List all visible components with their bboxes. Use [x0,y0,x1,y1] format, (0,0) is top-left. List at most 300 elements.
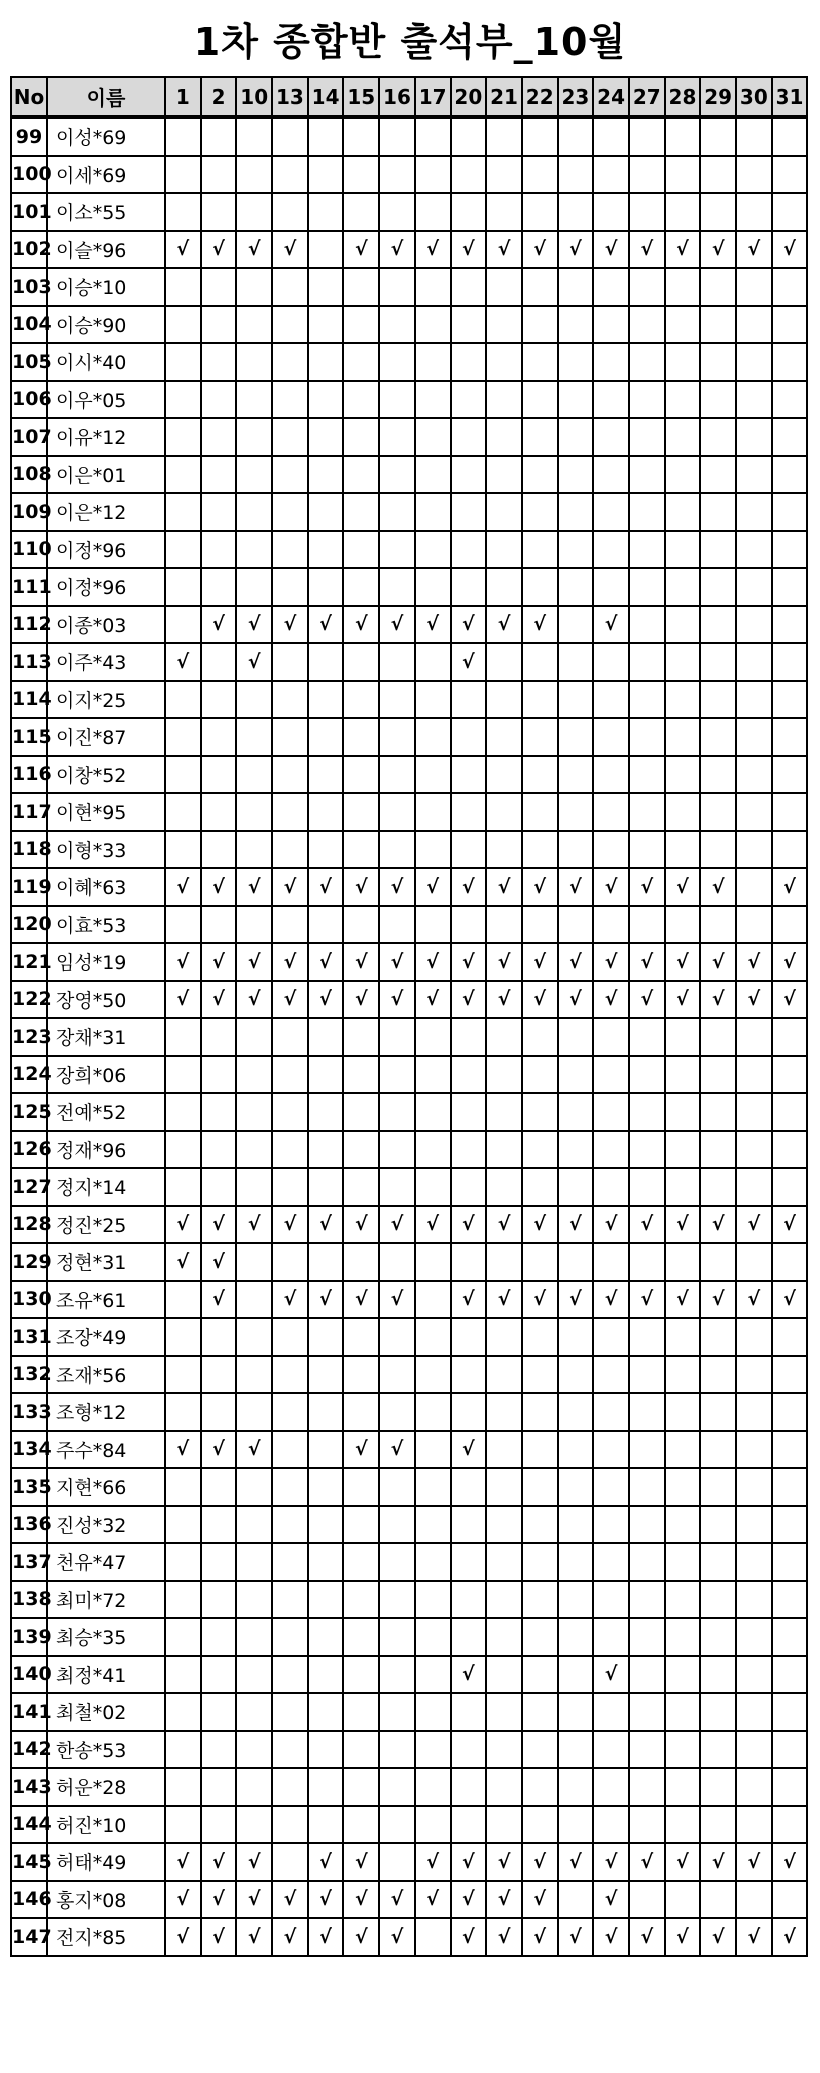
attendance-check-mark: √ [700,1843,736,1881]
attendance-cell-empty [415,1468,451,1506]
attendance-cell-empty [593,1768,629,1806]
table-row [11,868,807,906]
attendance-cell-empty [772,343,808,381]
row-number: 120 [11,906,47,944]
attendance-check-mark: √ [772,981,808,1019]
table-row [11,1506,807,1544]
attendance-cell-empty [593,531,629,569]
attendance-cell-empty [700,1168,736,1206]
attendance-cell-empty [415,1093,451,1131]
row-number: 110 [11,531,47,569]
attendance-cell-empty [165,1581,201,1619]
attendance-cell-empty [593,1506,629,1544]
attendance-cell-empty [201,1543,237,1581]
attendance-cell-empty [165,156,201,194]
attendance-cell-empty [379,831,415,869]
attendance-cell-empty [486,1581,522,1619]
attendance-cell-empty [415,381,451,419]
header-day: 28 [665,77,701,117]
table-row [11,231,807,269]
attendance-cell-empty [308,1318,344,1356]
attendance-check-mark: √ [379,1918,415,1956]
attendance-cell-empty [451,1506,487,1544]
attendance-cell-empty [665,117,701,156]
student-name: 이혜*63 [47,868,165,906]
attendance-cell-empty [308,1168,344,1206]
attendance-cell-empty [665,193,701,231]
attendance-cell-empty [415,1506,451,1544]
attendance-cell-empty [379,381,415,419]
attendance-cell-empty [343,1243,379,1281]
attendance-cell-empty [486,681,522,719]
attendance-cell-empty [201,1581,237,1619]
row-number: 143 [11,1768,47,1806]
attendance-cell-empty [593,193,629,231]
table-row [11,418,807,456]
attendance-cell-empty [522,756,558,794]
attendance-cell-empty [165,906,201,944]
attendance-cell-empty [379,1768,415,1806]
attendance-cell-empty [343,156,379,194]
attendance-cell-empty [236,1056,272,1094]
attendance-cell-empty [451,1581,487,1619]
attendance-cell-empty [629,793,665,831]
attendance-cell-empty [665,1131,701,1169]
attendance-cell-empty [272,1806,308,1844]
attendance-cell-empty [415,343,451,381]
attendance-cell-empty [201,193,237,231]
table-row [11,1693,807,1731]
attendance-cell-empty [272,381,308,419]
attendance-cell-empty [558,1393,594,1431]
attendance-cell-empty [629,1618,665,1656]
attendance-cell-empty [236,1468,272,1506]
attendance-check-mark: √ [379,1881,415,1919]
attendance-check-mark: √ [415,1206,451,1244]
attendance-cell-empty [486,381,522,419]
attendance-cell-empty [665,718,701,756]
attendance-check-mark: √ [558,868,594,906]
attendance-cell-empty [236,1168,272,1206]
table-row [11,1318,807,1356]
attendance-cell-empty [272,1468,308,1506]
attendance-cell-empty [486,718,522,756]
attendance-cell-empty [415,568,451,606]
attendance-cell-empty [700,643,736,681]
attendance-check-mark: √ [772,1281,808,1319]
attendance-cell-empty [343,1656,379,1694]
attendance-cell-empty [522,1618,558,1656]
attendance-cell-empty [236,1693,272,1731]
attendance-cell-empty [343,456,379,494]
attendance-cell-empty [451,906,487,944]
attendance-cell-empty [272,1506,308,1544]
attendance-check-mark: √ [165,981,201,1019]
row-number: 145 [11,1843,47,1881]
attendance-check-mark: √ [272,231,308,269]
attendance-cell-empty [665,1581,701,1619]
attendance-cell-empty [201,1806,237,1844]
attendance-cell-empty [415,1618,451,1656]
attendance-cell-empty [308,418,344,456]
attendance-check-mark: √ [486,943,522,981]
attendance-check-mark: √ [522,1918,558,1956]
attendance-cell-empty [593,1356,629,1394]
attendance-cell-empty [415,1243,451,1281]
attendance-check-mark: √ [772,868,808,906]
attendance-check-mark: √ [236,1843,272,1881]
attendance-cell-empty [165,1168,201,1206]
attendance-cell-empty [272,793,308,831]
attendance-cell-empty [272,831,308,869]
attendance-cell-empty [343,1731,379,1769]
attendance-cell-empty [415,306,451,344]
student-name: 이현*95 [47,793,165,831]
attendance-cell-empty [201,1056,237,1094]
table-row [11,531,807,569]
attendance-cell-empty [415,117,451,156]
attendance-cell-empty [165,343,201,381]
attendance-cell-empty [343,493,379,531]
attendance-check-mark: √ [236,231,272,269]
header-day: 31 [772,77,808,117]
attendance-cell-empty [736,1768,772,1806]
attendance-cell-empty [308,156,344,194]
attendance-cell-empty [451,1731,487,1769]
attendance-cell-empty [772,643,808,681]
attendance-cell-empty [308,456,344,494]
attendance-check-mark: √ [593,231,629,269]
attendance-cell-empty [736,906,772,944]
attendance-check-mark: √ [308,1206,344,1244]
table-row [11,1018,807,1056]
table-row [11,1768,807,1806]
attendance-cell-empty [522,1731,558,1769]
attendance-cell-empty [629,493,665,531]
attendance-check-mark: √ [700,981,736,1019]
attendance-cell-empty [558,568,594,606]
attendance-cell-empty [343,418,379,456]
attendance-cell-empty [665,1243,701,1281]
row-number: 128 [11,1206,47,1244]
attendance-cell-empty [379,1356,415,1394]
attendance-cell-empty [665,681,701,719]
attendance-cell-empty [201,1093,237,1131]
row-number: 108 [11,456,47,494]
attendance-check-mark: √ [593,943,629,981]
attendance-cell-empty [486,1731,522,1769]
attendance-check-mark: √ [736,943,772,981]
attendance-cell-empty [736,268,772,306]
student-name: 천유*47 [47,1543,165,1581]
attendance-check-mark: √ [665,943,701,981]
row-number: 137 [11,1543,47,1581]
attendance-cell-empty [379,531,415,569]
attendance-cell-empty [736,1731,772,1769]
attendance-cell-empty [593,1806,629,1844]
attendance-cell-empty [558,493,594,531]
attendance-cell-empty [236,1581,272,1619]
attendance-cell-empty [558,1056,594,1094]
attendance-cell-empty [665,1431,701,1469]
attendance-cell-empty [308,756,344,794]
attendance-cell-empty [236,1543,272,1581]
attendance-cell-empty [343,831,379,869]
attendance-cell-empty [700,493,736,531]
attendance-cell-empty [201,1018,237,1056]
table-row [11,906,807,944]
attendance-cell-empty [451,1806,487,1844]
attendance-cell-empty [558,1543,594,1581]
attendance-cell-empty [736,418,772,456]
table-row [11,756,807,794]
attendance-cell-empty [343,718,379,756]
attendance-cell-empty [415,831,451,869]
attendance-cell-empty [593,831,629,869]
attendance-cell-empty [522,1806,558,1844]
attendance-check-mark: √ [522,1281,558,1319]
attendance-cell-empty [593,1468,629,1506]
attendance-cell-empty [629,1318,665,1356]
attendance-cell-empty [308,193,344,231]
attendance-cell-empty [165,1506,201,1544]
attendance-cell-empty [486,343,522,381]
attendance-cell-empty [665,643,701,681]
attendance-cell-empty [451,1393,487,1431]
attendance-cell-empty [415,793,451,831]
attendance-cell-empty [486,193,522,231]
attendance-cell-empty [165,756,201,794]
attendance-cell-empty [343,1318,379,1356]
attendance-cell-empty [522,718,558,756]
attendance-cell-empty [165,1806,201,1844]
row-number: 134 [11,1431,47,1469]
attendance-cell-empty [665,756,701,794]
attendance-cell-empty [272,1693,308,1731]
attendance-cell-empty [451,493,487,531]
attendance-cell-empty [379,1018,415,1056]
attendance-check-mark: √ [165,1881,201,1919]
attendance-cell-empty [272,1431,308,1469]
attendance-cell-empty [236,1618,272,1656]
attendance-cell-empty [308,1468,344,1506]
attendance-cell-empty [308,1356,344,1394]
attendance-cell-empty [451,756,487,794]
row-number: 118 [11,831,47,869]
attendance-cell-empty [272,306,308,344]
attendance-cell-empty [665,793,701,831]
student-name: 조장*49 [47,1318,165,1356]
attendance-cell-empty [272,193,308,231]
header-day: 24 [593,77,629,117]
row-number: 122 [11,981,47,1019]
attendance-cell-empty [201,1618,237,1656]
table-row [11,1393,807,1431]
row-number: 100 [11,156,47,194]
attendance-check-mark: √ [236,1206,272,1244]
attendance-cell-empty [415,156,451,194]
attendance-cell-empty [665,1056,701,1094]
attendance-check-mark: √ [558,1918,594,1956]
attendance-cell-empty [379,1131,415,1169]
attendance-cell-empty [451,418,487,456]
row-number: 130 [11,1281,47,1319]
attendance-cell-empty [308,1543,344,1581]
attendance-cell-empty [558,1468,594,1506]
attendance-cell-empty [379,1843,415,1881]
attendance-cell-empty [379,1731,415,1769]
student-name: 허운*28 [47,1768,165,1806]
attendance-cell-empty [700,1243,736,1281]
attendance-cell-empty [379,156,415,194]
attendance-cell-empty [379,456,415,494]
attendance-cell-empty [379,1168,415,1206]
attendance-check-mark: √ [201,1843,237,1881]
attendance-cell-empty [308,1768,344,1806]
attendance-cell-empty [736,193,772,231]
attendance-cell-empty [700,906,736,944]
header-day: 15 [343,77,379,117]
attendance-check-mark: √ [486,231,522,269]
attendance-cell-empty [736,381,772,419]
attendance-cell-empty [165,1468,201,1506]
attendance-check-mark: √ [593,1881,629,1919]
attendance-cell-empty [522,1018,558,1056]
attendance-check-mark: √ [593,1843,629,1881]
attendance-cell-empty [772,568,808,606]
student-name: 허태*49 [47,1843,165,1881]
attendance-check-mark: √ [772,1206,808,1244]
attendance-check-mark: √ [272,1206,308,1244]
attendance-cell-empty [665,1393,701,1431]
attendance-cell-empty [700,306,736,344]
attendance-cell-empty [736,343,772,381]
attendance-cell-empty [308,1243,344,1281]
attendance-cell-empty [522,643,558,681]
attendance-check-mark: √ [272,1918,308,1956]
attendance-check-mark: √ [451,643,487,681]
table-row [11,1281,807,1319]
attendance-cell-empty [665,343,701,381]
attendance-cell-empty [665,268,701,306]
student-name: 조재*56 [47,1356,165,1394]
attendance-cell-empty [236,343,272,381]
attendance-cell-empty [415,1281,451,1319]
attendance-check-mark: √ [343,1281,379,1319]
attendance-cell-empty [308,1093,344,1131]
attendance-check-mark: √ [629,1281,665,1319]
attendance-cell-empty [736,831,772,869]
attendance-check-mark: √ [201,868,237,906]
attendance-cell-empty [451,1318,487,1356]
attendance-cell-empty [700,1431,736,1469]
attendance-cell-empty [522,193,558,231]
attendance-cell-empty [415,1806,451,1844]
attendance-cell-empty [772,1056,808,1094]
attendance-cell-empty [308,831,344,869]
attendance-cell-empty [379,906,415,944]
attendance-cell-empty [665,381,701,419]
attendance-check-mark: √ [165,1206,201,1244]
attendance-cell-empty [201,1318,237,1356]
attendance-cell-empty [593,1056,629,1094]
attendance-check-mark: √ [165,643,201,681]
attendance-check-mark: √ [165,1243,201,1281]
table-row [11,456,807,494]
attendance-cell-empty [201,456,237,494]
attendance-check-mark: √ [558,231,594,269]
attendance-check-mark: √ [451,231,487,269]
attendance-cell-empty [736,681,772,719]
attendance-cell-empty [165,1543,201,1581]
student-name: 정진*25 [47,1206,165,1244]
attendance-cell-empty [772,681,808,719]
attendance-check-mark: √ [700,943,736,981]
attendance-cell-empty [451,343,487,381]
attendance-cell-empty [486,1506,522,1544]
attendance-cell-empty [486,418,522,456]
row-number: 113 [11,643,47,681]
attendance-cell-empty [451,306,487,344]
attendance-cell-empty [736,456,772,494]
attendance-check-mark: √ [379,981,415,1019]
attendance-cell-empty [593,1168,629,1206]
attendance-cell-empty [308,1618,344,1656]
attendance-check-mark: √ [272,1281,308,1319]
student-name: 최미*72 [47,1581,165,1619]
attendance-cell-empty [236,1243,272,1281]
table-row [11,268,807,306]
attendance-cell-empty [522,831,558,869]
attendance-cell-empty [593,1318,629,1356]
attendance-cell-empty [700,418,736,456]
attendance-cell-empty [272,718,308,756]
attendance-cell-empty [772,193,808,231]
attendance-check-mark: √ [236,1431,272,1469]
attendance-check-mark: √ [558,943,594,981]
attendance-cell-empty [379,306,415,344]
attendance-cell-empty [451,1131,487,1169]
attendance-cell-empty [558,1693,594,1731]
row-number: 131 [11,1318,47,1356]
attendance-check-mark: √ [343,606,379,644]
attendance-cell-empty [736,1581,772,1619]
attendance-check-mark: √ [308,981,344,1019]
attendance-cell-empty [236,1093,272,1131]
attendance-check-mark: √ [451,1281,487,1319]
attendance-cell-empty [700,1581,736,1619]
attendance-cell-empty [272,156,308,194]
header-day: 2 [201,77,237,117]
attendance-cell-empty [343,1768,379,1806]
attendance-check-mark: √ [451,981,487,1019]
attendance-cell-empty [415,1543,451,1581]
attendance-cell-empty [629,1393,665,1431]
attendance-cell-empty [558,643,594,681]
header-day: 29 [700,77,736,117]
row-number: 147 [11,1918,47,1956]
attendance-cell-empty [486,1093,522,1131]
attendance-cell-empty [736,1018,772,1056]
attendance-cell-empty [308,1056,344,1094]
attendance-check-mark: √ [379,606,415,644]
attendance-cell-empty [236,193,272,231]
attendance-cell-empty [736,1431,772,1469]
attendance-cell-empty [772,1393,808,1431]
attendance-cell-empty [486,1468,522,1506]
attendance-cell-empty [486,1393,522,1431]
attendance-cell-empty [629,1093,665,1131]
